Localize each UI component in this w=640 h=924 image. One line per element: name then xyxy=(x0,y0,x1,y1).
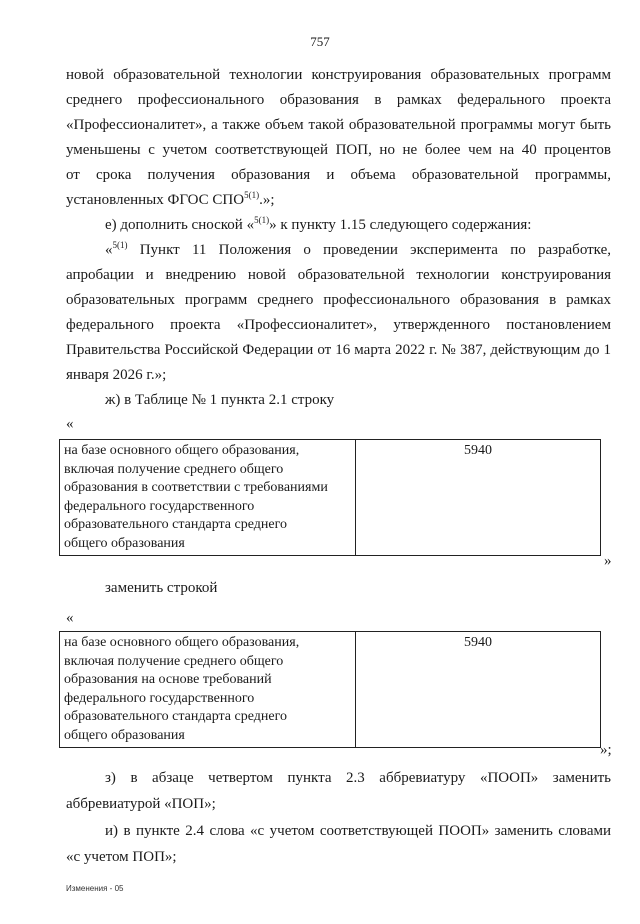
table-cell-text xyxy=(60,632,356,748)
footnote-ref: 5(1) xyxy=(112,240,128,250)
cell-line: образования на основе требований xyxy=(64,672,272,687)
replaced-row-table xyxy=(59,439,601,556)
paragraph-line xyxy=(105,238,611,264)
paragraph-line: «с учетом ПОП»; xyxy=(66,849,177,865)
text: .»; xyxy=(259,192,275,208)
cell-line: образовательного стандарта среднего xyxy=(64,517,287,532)
cell-line: на базе основного общего образования, xyxy=(64,443,300,458)
cell-line: включая получение среднего общего xyxy=(64,653,284,669)
text: е) дополнить сноской « xyxy=(105,217,255,233)
text: « xyxy=(105,242,113,258)
cell-line: общего образования xyxy=(64,727,185,743)
paragraph-line: заменить строкой xyxy=(105,580,218,596)
text: » к пункту 1.15 следующего содержания: xyxy=(269,217,532,233)
paragraph-line: января 2026 г.»; xyxy=(66,367,167,383)
cell-line: на базе основного общего образования, xyxy=(64,635,300,650)
paragraph-line: уменьшены с учетом соответствующей ПОП, но не более чем на 40 процентов xyxy=(66,142,611,158)
open-quote: « xyxy=(66,610,74,626)
text: установленных ФГОС СПО xyxy=(66,192,245,208)
paragraph-line xyxy=(66,188,275,214)
paragraph-line: от срока получения образования и объема образовательной программы, xyxy=(66,167,611,183)
paragraph-line: федерального проекта «Профессионалитет», утвержденного постановлением xyxy=(66,317,611,333)
table-row xyxy=(60,440,601,556)
close-quote: »; xyxy=(600,742,612,758)
paragraph-line: з) в абзаце четвертом пункта 2.3 аббревиатуру «ПООП» заменить xyxy=(105,770,611,786)
cell-line: общего образования xyxy=(64,535,185,551)
cell-line: федерального государственного xyxy=(64,498,255,514)
table-cell-value: 5940 xyxy=(356,440,601,556)
paragraph-line: аббревиатурой «ПОП»; xyxy=(66,796,216,812)
table-cell-text xyxy=(60,440,356,556)
table-cell-value: 5940 xyxy=(356,632,601,748)
open-quote: « xyxy=(66,416,74,432)
footnote-ref: 5(1) xyxy=(244,190,260,200)
text: Пункт 11 Положения о проведении эксперимента по разработке, xyxy=(127,242,611,258)
paragraph-line: апробации и внедрению новой образовательной технологии конструирования xyxy=(66,267,611,283)
page-number: 757 xyxy=(310,34,330,49)
paragraph-line: «Профессионалитет», а также объем такой образовательной программы могут быть xyxy=(66,117,611,133)
cell-line: федерального государственного xyxy=(64,690,255,706)
paragraph-line xyxy=(105,213,531,239)
cell-line: образования в соответствии с требованиями xyxy=(64,480,328,495)
table-row xyxy=(60,632,601,748)
paragraph-line: Правительства Российской Федерации от 16 марта 2022 г. № 387, действующим до 1 xyxy=(66,342,611,358)
paragraph-line: и) в пункте 2.4 слова «с учетом соответствующей ПООП» заменить словами xyxy=(105,823,611,839)
paragraph-line: новой образовательной технологии конструирования образовательных программ xyxy=(66,67,611,83)
paragraph-line: образовательных программ среднего профессионального образования в рамках xyxy=(66,292,611,308)
cell-line: включая получение среднего общего xyxy=(64,461,284,477)
footnote-ref: 5(1) xyxy=(254,215,270,225)
replacement-row-table xyxy=(59,631,601,748)
paragraph-line: ж) в Таблице № 1 пункта 2.1 строку xyxy=(105,392,335,408)
footer-label: Изменения - 05 xyxy=(66,884,124,893)
cell-line: образовательного стандарта среднего xyxy=(64,709,287,724)
close-quote: » xyxy=(604,553,612,569)
paragraph-line: среднего профессионального образования в рамках федерального проекта xyxy=(66,92,611,108)
